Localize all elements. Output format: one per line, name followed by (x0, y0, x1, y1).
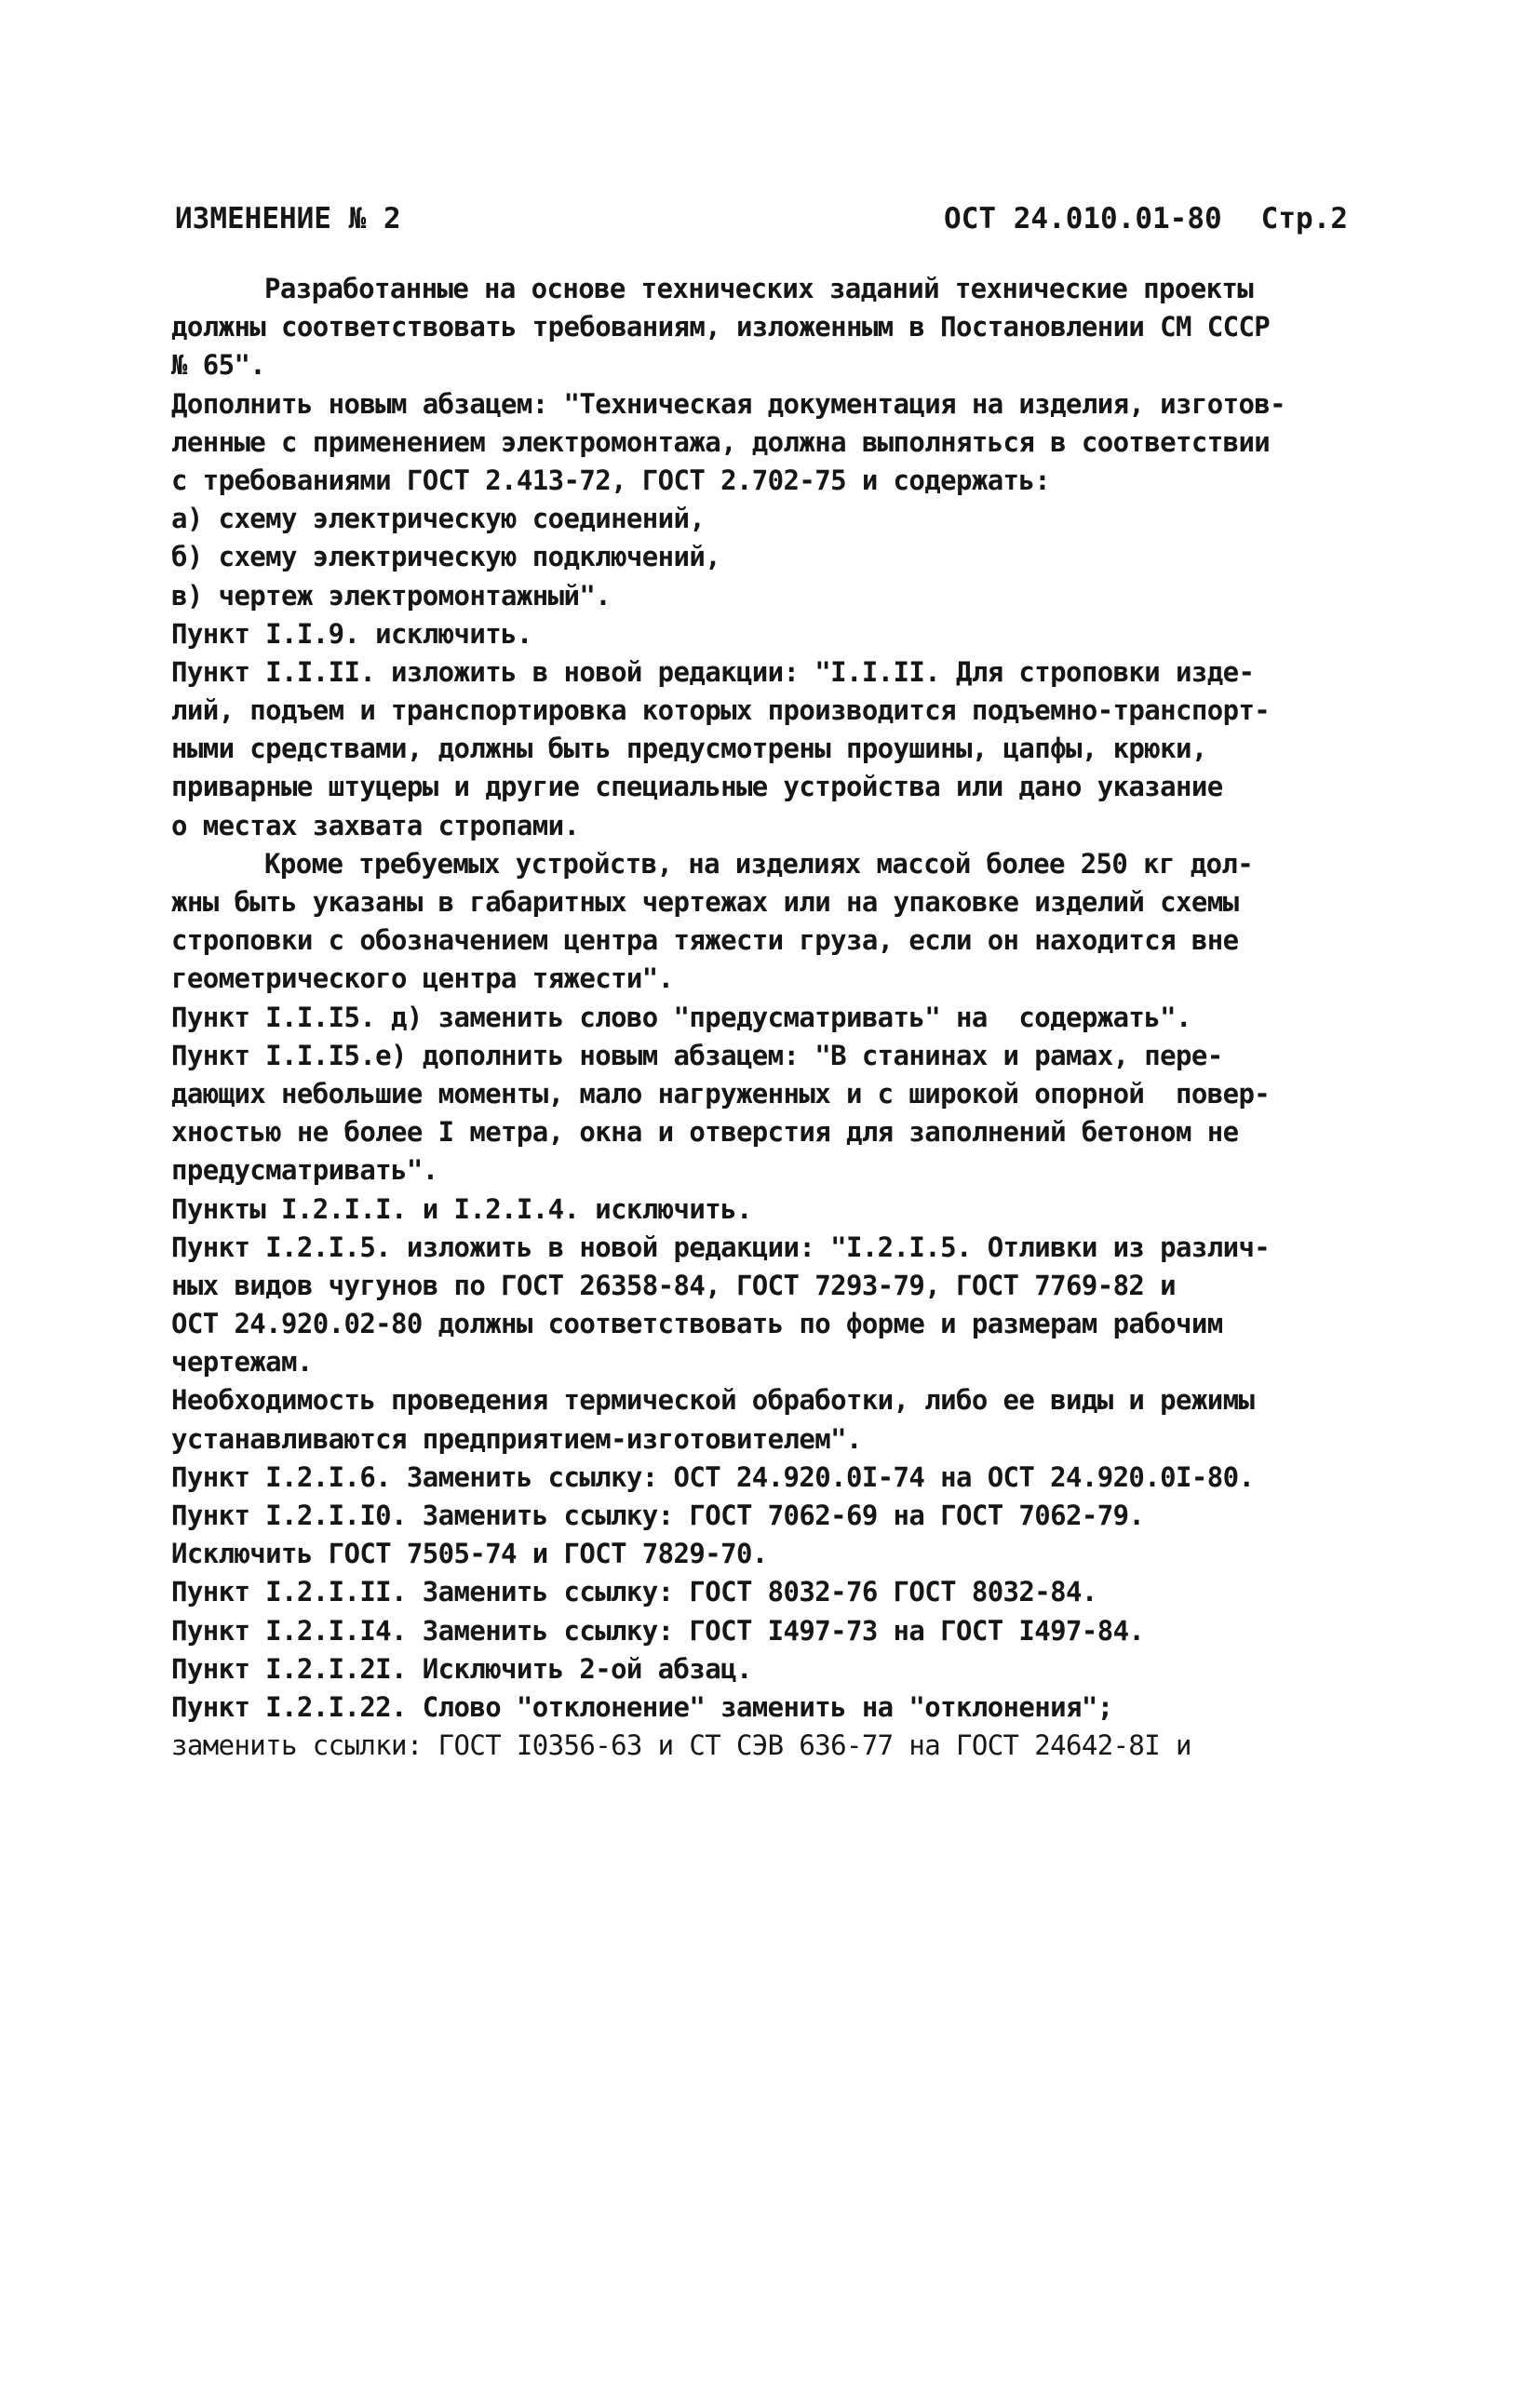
text-line: ными средствами, должны быть предусмотрены проушины, цапфы, крюки, (171, 733, 1207, 765)
text-line: Пункт I.I.I5. д) заменить слово "предусматривать" на содержать". (171, 1001, 1191, 1033)
text-line: Необходимость проведения термической обработки, либо ее виды и режимы (171, 1384, 1255, 1417)
text-line: Пункты I.2.I.I. и I.2.I.4. исключить. (171, 1192, 752, 1225)
text-line: заменить ссылки: ГОСТ I0356-63 и СТ СЭВ 636-77 на ГОСТ 24642-8I и (171, 1729, 1191, 1762)
text-line: Кроме требуемых устройств, на изделиях массой более 250 кг дол- (264, 847, 1254, 880)
text-line: Исключить ГОСТ 7505-74 и ГОСТ 7829-70. (171, 1538, 768, 1570)
page-number: Стр.2 (1260, 202, 1348, 235)
text-line: жны быть указаны в габаритных чертежах или на упаковке изделий схемы (171, 886, 1239, 918)
text-line: Пункт I.2.I.5. изложить в новой редакции: "I.2.I.5. Отливки из различ- (171, 1231, 1271, 1263)
text-line: Пункт I.2.I.II. Заменить ссылку: ГОСТ 8032-76 ГОСТ 8032-84. (171, 1576, 1097, 1608)
text-line: лий, подъем и транспортировка которых производится подъемно-транспорт- (171, 694, 1271, 727)
text-line: должны соответствовать требованиям, изложенным в Постановлении СМ СССР (171, 311, 1271, 343)
text-line: Пункт I.2.I.22. Слово "отклонение" заменить на "отклонения"; (171, 1690, 1113, 1723)
text-line: чертежам. (171, 1346, 313, 1379)
text-line: а) схему электрическую соединений, (171, 503, 706, 535)
text-line: № 65". (171, 349, 266, 382)
text-line: в) чертеж электромонтажный". (171, 579, 612, 612)
text-line: ОСТ 24.920.02-80 должны соответствовать по форме и размерам рабочим (171, 1308, 1223, 1340)
text-line: строповки с обозначением центра тяжести груза, если он находится вне (171, 924, 1239, 957)
header-right (905, 197, 1348, 240)
text-line: ленные с применением электромонтажа, должна выполняться в соответствии (171, 425, 1271, 458)
document-body (171, 270, 1456, 1765)
text-line: Пункт I.2.I.I4. Заменить ссылку: ГОСТ I497-73 на ГОСТ I497-84. (171, 1614, 1145, 1647)
text-line: геометрического центра тяжести". (171, 962, 674, 995)
text-line: предусматривать". (171, 1154, 438, 1187)
change-title: ИЗМЕНЕНИЕ № 2 (175, 202, 401, 235)
text-line: хностью не более I метра, окна и отверстия для заполнений бетоном не (171, 1116, 1239, 1149)
text-line: о местах захвата стропами. (171, 809, 580, 841)
text-line: Пункт I.I.II. изложить в новой редакции: "I.I.II. Для строповки изде- (171, 655, 1255, 688)
text-line: Разработанные на основе технических заданий технические проекты (264, 273, 1254, 304)
text-line: приварные штуцеры и другие специальные устройства или дано указание (171, 771, 1223, 803)
text-line: ных видов чугунов по ГОСТ 26358-84, ГОСТ 7293-79, ГОСТ 7769-82 и (171, 1269, 1177, 1301)
text-line: Дополнить новым абзацем: "Техническая документация на изделия, изготов- (171, 387, 1286, 420)
page-header (175, 197, 1348, 240)
document-number: ОСТ 24.010.01-80 (944, 202, 1222, 235)
text-line: Пункт I.2.I.I0. Заменить ссылку: ГОСТ 7062-69 на ГОСТ 7062-79. (171, 1500, 1145, 1531)
text-line: Пункт I.I.9. исключить. (171, 617, 532, 650)
text-line: дающих небольшие моменты, мало нагруженных и с широкой опорной повер- (171, 1077, 1271, 1110)
text-line: Пункт I.2.I.6. Заменить ссылку: ОСТ 24.920.0I-74 на ОСТ 24.920.0I-80. (171, 1460, 1255, 1493)
text-line: Пункт I.I.I5.е) дополнить новым абзацем: "В станинах и рамах, пере- (171, 1039, 1223, 1071)
text-line: с требованиями ГОСТ 2.413-72, ГОСТ 2.702-75 и содержать: (171, 464, 1051, 496)
text-line: Пункт I.2.I.2I. Исключить 2-ой абзац. (171, 1652, 752, 1685)
text-line: б) схему электрическую подключений, (171, 541, 721, 573)
text-line: устанавливаются предприятием-изготовителем". (171, 1422, 862, 1455)
